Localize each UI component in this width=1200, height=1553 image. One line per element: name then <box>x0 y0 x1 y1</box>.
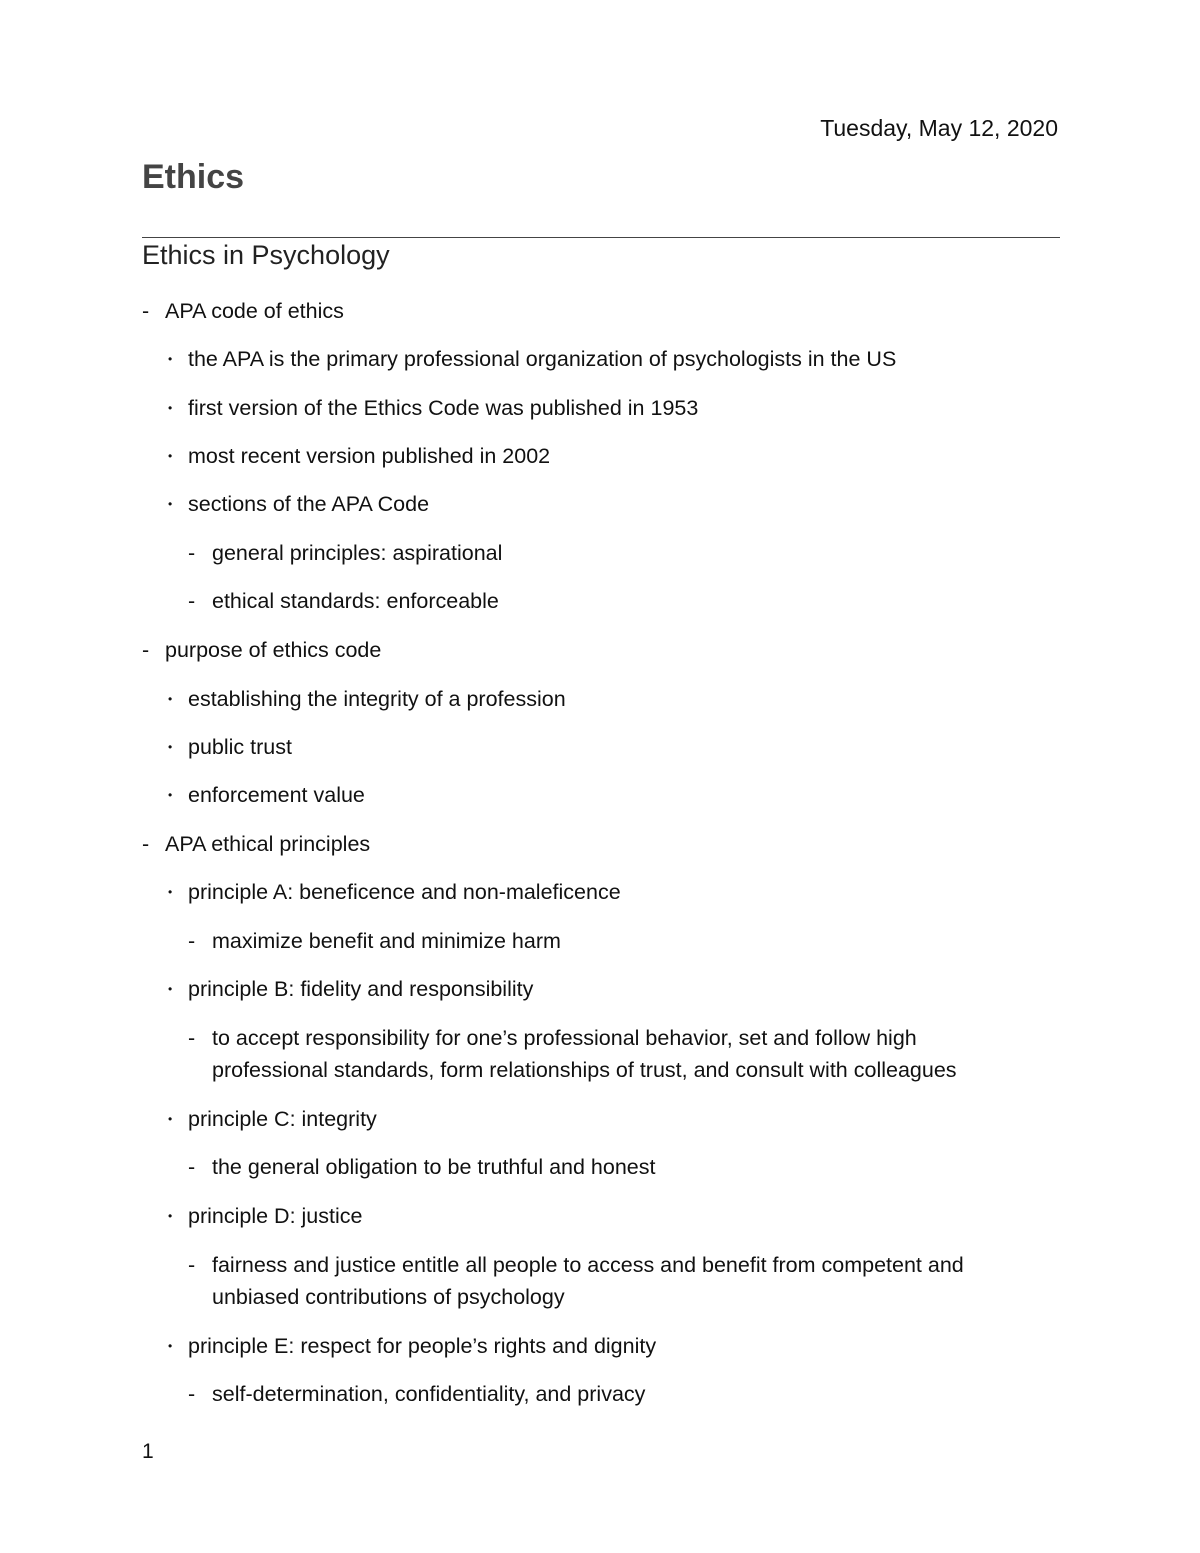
list-item-text: ethical standards: enforceable <box>212 589 499 613</box>
list-item-text: professional standards, form relationships of trust, and consult with colleagues <box>212 1058 957 1082</box>
title-divider <box>142 237 1060 238</box>
list-item-general-principles <box>188 537 503 569</box>
dash-marker: - <box>142 299 150 323</box>
bullet-marker: • <box>168 788 173 802</box>
dash-marker: - <box>142 638 150 662</box>
list-item-text: self-determination, confidentiality, and privacy <box>212 1382 646 1406</box>
list-item-text: first version of the Ethics Code was published in 1953 <box>188 396 699 420</box>
dash-marker: - <box>142 832 150 856</box>
list-item-principle-c-desc <box>188 1151 656 1183</box>
list-item-text: sections of the APA Code <box>188 492 430 516</box>
page-number: 1 <box>142 1440 154 1463</box>
list-item-purpose <box>142 634 382 666</box>
list-item-text: APA code of ethics <box>165 299 344 323</box>
date-label: Tuesday, May 12, 2020 <box>820 115 1058 141</box>
bullet-marker: • <box>168 885 173 899</box>
list-item-integrity-profession <box>168 683 566 715</box>
list-item-principle-e <box>168 1330 657 1362</box>
list-item-principle-e-desc <box>188 1378 646 1410</box>
list-item-text: public trust <box>188 735 292 759</box>
bullet-marker: • <box>168 1339 173 1353</box>
list-item-principle-d <box>168 1200 363 1232</box>
list-item-text: APA ethical principles <box>165 832 371 856</box>
dash-marker: - <box>188 929 196 953</box>
list-item-apa-principles <box>142 828 371 860</box>
dash-marker: - <box>188 1026 196 1050</box>
list-item-text: maximize benefit and minimize harm <box>212 929 561 953</box>
bullet-marker: • <box>168 982 173 996</box>
bullet-marker: • <box>168 1112 173 1126</box>
list-item-text: most recent version published in 2002 <box>188 444 551 468</box>
bullet-marker: • <box>168 497 173 511</box>
list-item-text: the general obligation to be truthful and honest <box>212 1155 656 1179</box>
dash-marker: - <box>188 1253 196 1277</box>
list-item-first-version <box>168 392 699 424</box>
list-item-principle-b-desc <box>188 1022 917 1054</box>
list-item-text: principle E: respect for people’s rights and dignity <box>188 1334 657 1358</box>
list-item-apa-primary <box>168 343 897 375</box>
list-item-text: principle A: beneficence and non-maleficence <box>188 880 621 904</box>
bullet-marker: • <box>168 740 173 754</box>
dash-marker: - <box>188 589 196 613</box>
bullet-marker: • <box>168 1209 173 1223</box>
bullet-marker: • <box>168 401 173 415</box>
list-item-principle-b-desc-cont <box>212 1054 957 1086</box>
list-item-recent-version <box>168 440 551 472</box>
list-item-text: to accept responsibility for one’s professional behavior, set and follow high <box>212 1026 917 1050</box>
list-item-principle-c <box>168 1103 377 1135</box>
dash-marker: - <box>188 1382 196 1406</box>
list-item-principle-a <box>168 876 621 908</box>
list-item-principle-b <box>168 973 534 1005</box>
list-item-apa-code <box>142 295 344 327</box>
list-item-principle-d-desc-cont <box>212 1281 565 1313</box>
list-item-principle-a-desc <box>188 925 561 957</box>
list-item-ethical-standards <box>188 585 499 617</box>
list-item-text: the APA is the primary professional organization of psychologists in the US <box>188 347 897 371</box>
list-item-text: principle C: integrity <box>188 1107 377 1131</box>
list-item-text: principle B: fidelity and responsibility <box>188 977 534 1001</box>
list-item-enforcement-value <box>168 779 365 811</box>
list-item-text: unbiased contributions of psychology <box>212 1285 565 1309</box>
list-item-text: principle D: justice <box>188 1204 363 1228</box>
list-item-text: establishing the integrity of a profession <box>188 687 566 711</box>
list-item-text: fairness and justice entitle all people to access and benefit from competent and <box>212 1253 964 1277</box>
page-title: Ethics <box>142 158 245 196</box>
dash-marker: - <box>188 541 196 565</box>
list-item-text: enforcement value <box>188 783 365 807</box>
list-item-principle-d-desc <box>188 1249 964 1281</box>
bullet-marker: • <box>168 692 173 706</box>
bullet-marker: • <box>168 352 173 366</box>
dash-marker: - <box>188 1155 196 1179</box>
list-item-public-trust <box>168 731 292 763</box>
section-heading: Ethics in Psychology <box>142 240 390 270</box>
list-item-text: general principles: aspirational <box>212 541 503 565</box>
bullet-marker: • <box>168 449 173 463</box>
list-item-sections <box>168 488 430 520</box>
list-item-text: purpose of ethics code <box>165 638 382 662</box>
